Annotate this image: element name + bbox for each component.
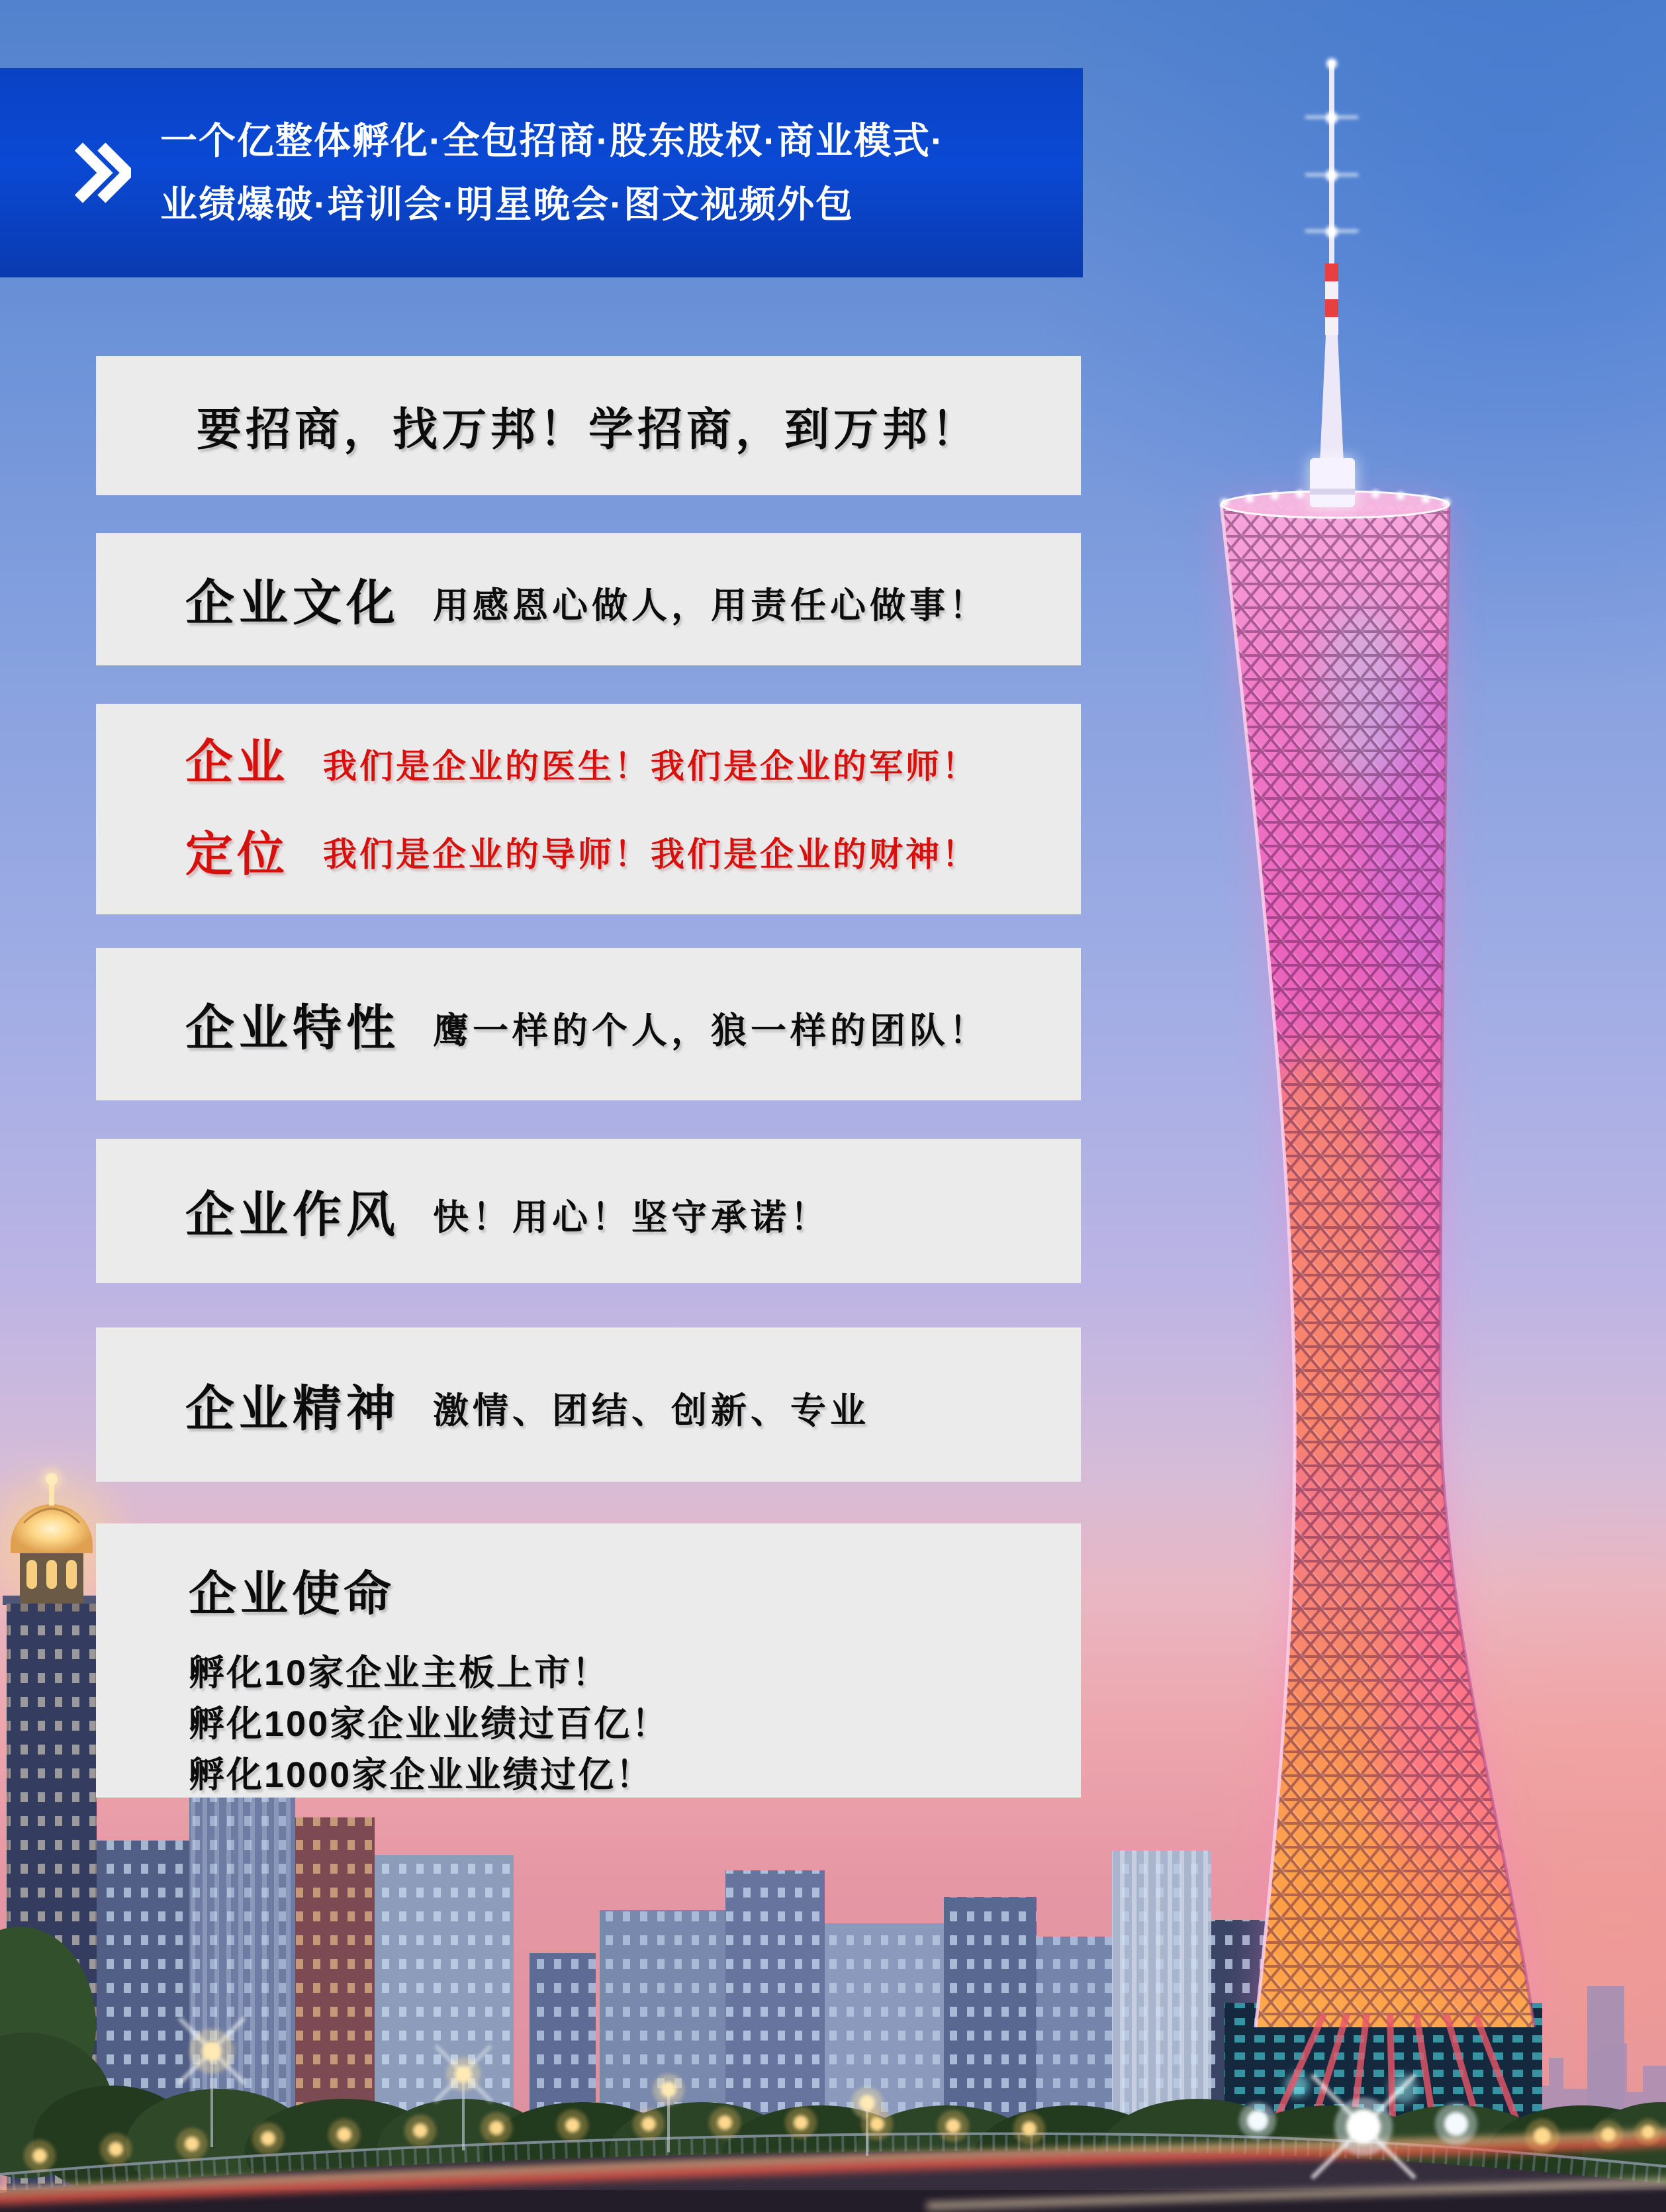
- headline-panel: [96, 356, 1081, 495]
- spirit-text: 激情、团结、创新、专业: [433, 1391, 870, 1431]
- positioning-panel: [96, 704, 1081, 914]
- style-title: 企业作风: [185, 1187, 400, 1242]
- traits-text: 鹰一样的个人，狼一样的团队！: [433, 1010, 989, 1051]
- positioning-title-line1: 企业: [185, 736, 289, 789]
- double-chevron-right-icon: [74, 140, 131, 205]
- positioning-title: [185, 717, 289, 901]
- headline-text: 要招商，找万邦！学招商，到万邦！: [196, 404, 980, 455]
- spirit-title: 企业精神: [185, 1380, 400, 1436]
- positioning-line2: 我们是企业的导师！我们是企业的财神！: [323, 836, 979, 873]
- culture-text: 用感恩心做人，用责任心做事！: [433, 585, 989, 626]
- traits-title: 企业特性: [185, 1000, 400, 1055]
- style-text: 快！用心！坚守承诺！: [433, 1197, 830, 1237]
- positioning-lines: [323, 722, 978, 898]
- mission-title: 企业使命: [189, 1568, 396, 1621]
- positioning-line1: 我们是企业的医生！我们是企业的军师！: [323, 747, 979, 785]
- mission-line-2: 孵化100家企业业绩过百亿！: [189, 1704, 670, 1744]
- banner-text: [160, 109, 945, 236]
- traits-panel: [96, 948, 1081, 1100]
- culture-panel: [96, 533, 1081, 665]
- banner-line-2: 业绩爆破·培训会·明星晚会·图文视频外包: [160, 183, 854, 225]
- culture-title: 企业文化: [185, 575, 400, 630]
- mission-lines: [189, 1648, 1081, 1801]
- positioning-title-line2: 定位: [185, 828, 289, 881]
- mission-line-1: 孵化10家企业主板上市！: [189, 1653, 610, 1693]
- banner-line-1: 一个亿整体孵化·全包招商·股东股权·商业模式·: [160, 120, 945, 162]
- spirit-panel: [96, 1327, 1081, 1482]
- top-banner: [0, 68, 1083, 277]
- mission-panel: [96, 1523, 1081, 1798]
- mission-line-3: 孵化1000家企业业绩过亿！: [189, 1755, 654, 1795]
- style-panel: [96, 1139, 1081, 1283]
